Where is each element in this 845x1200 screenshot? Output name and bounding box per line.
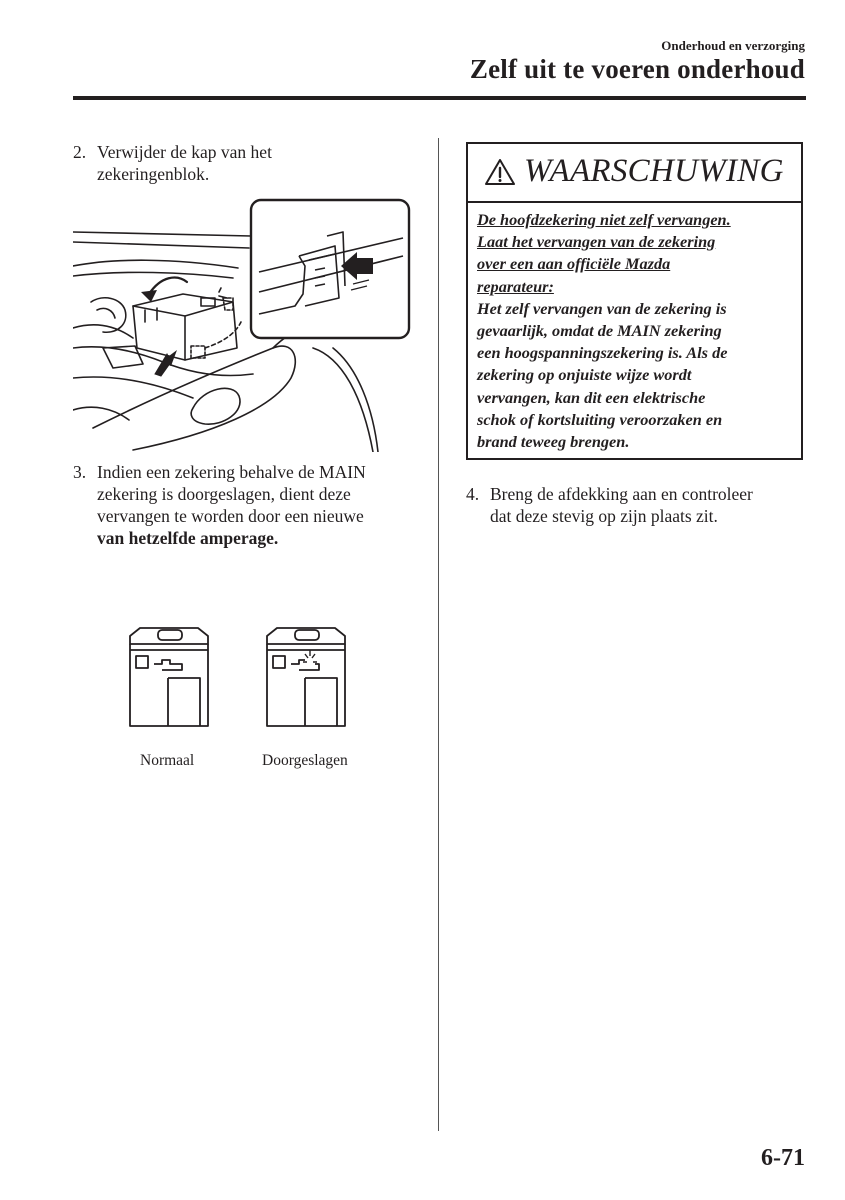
warning-line: Het zelf vervangen van de zekering is xyxy=(477,298,727,318)
step-number: 2. xyxy=(73,142,87,162)
step-line: dat deze stevig op zijn plaats zit. xyxy=(490,506,718,526)
warning-line-underlined: over een aan officiële Mazda xyxy=(477,254,671,274)
page-number: 6-71 xyxy=(761,1145,805,1171)
step-line: zekering is doorgeslagen, dient deze xyxy=(97,484,351,504)
fuse-blown-illustration xyxy=(261,620,351,732)
warning-title: WAARSCHUWING xyxy=(524,153,784,189)
warning-body xyxy=(477,209,799,453)
step-4 xyxy=(466,483,811,527)
warning-line: gevaarlijk, omdat de MAIN zekering xyxy=(477,321,722,341)
warning-box xyxy=(466,142,803,460)
fuse-label-blown: Doorgeslagen xyxy=(262,752,348,769)
fuse-block-cover-illustration xyxy=(73,198,413,452)
warning-line-underlined: reparateur: xyxy=(477,276,554,296)
column-divider xyxy=(438,138,439,1131)
warning-triangle-icon xyxy=(484,158,516,186)
warning-line: brand teweeg brengen. xyxy=(477,432,630,452)
step-line: vervangen te worden door een nieuwe xyxy=(97,506,364,526)
warning-header xyxy=(468,144,801,203)
warning-line-underlined: De hoofdzekering niet zelf vervangen. xyxy=(477,210,731,229)
fuse-normal-illustration xyxy=(124,620,214,732)
step-line: zekeringenblok. xyxy=(97,164,210,184)
step-line-bold: van hetzelfde amperage. xyxy=(97,528,279,548)
step-2 xyxy=(73,141,413,185)
warning-line: een hoogspanningszekering is. Als de xyxy=(477,343,728,363)
step-line: Breng de afdekking aan en controleer xyxy=(490,484,753,504)
step-line: Verwijder de kap van het xyxy=(97,142,272,162)
step-number: 3. xyxy=(73,462,87,482)
step-number: 4. xyxy=(466,484,480,504)
section-label: Onderhoud en verzorging xyxy=(661,38,805,53)
page-title: Zelf uit te voeren onderhoud xyxy=(469,54,805,84)
warning-line: schok of kortsluiting veroorzaken en xyxy=(477,409,723,429)
step-line: Indien een zekering behalve de MAIN xyxy=(97,462,366,482)
warning-line-underlined: Laat het vervangen van de zekering xyxy=(477,232,716,252)
fuse-label-normal: Normaal xyxy=(140,752,195,769)
warning-line: zekering op onjuiste wijze wordt xyxy=(477,365,692,385)
header-rule xyxy=(73,96,806,100)
warning-line: vervangen, kan dit een elektrische xyxy=(477,387,706,407)
step-3 xyxy=(73,461,418,549)
